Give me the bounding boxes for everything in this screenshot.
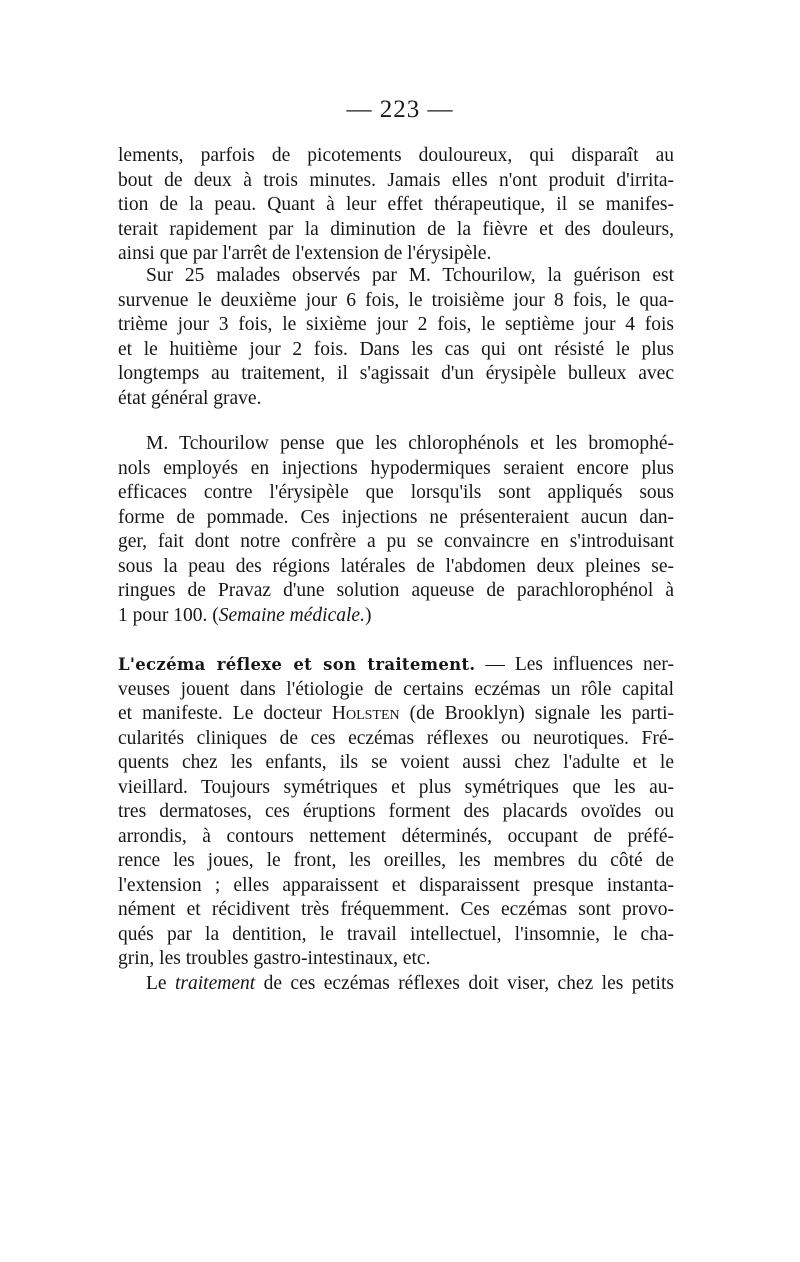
- text-line: bout de deux à trois minutes. Jamais elles n'ont produit d'irrita-: [118, 169, 674, 191]
- text-line: rence les joues, le front, les oreilles, les membres du côté de: [118, 850, 674, 871]
- text-line: tion de la peau. Quant à leur effet thérapeutique, il se manifes-: [118, 194, 674, 215]
- text-line: cularités cliniques de ces eczémas réflexes ou neurotiques. Fré-: [118, 727, 674, 749]
- text-line: [118, 972, 674, 997]
- text-line: veuses jouent dans l'étiologie de certains eczémas un rôle capital: [118, 678, 674, 700]
- text-line: nols employés en injections hypodermiques seraient encore plus: [118, 457, 674, 479]
- section-heading: L'eczéma réflexe et son traitement.: [118, 655, 476, 674]
- text-line: grin, les troubles gastro-intestinaux, etc.: [118, 948, 431, 969]
- text-line: terait rapidement par la diminution de la fièvre et des douleurs,: [118, 218, 674, 240]
- paragraph-injections: [118, 432, 674, 628]
- emphasis-word: traitement: [175, 972, 256, 994]
- text-line: nément et récidivent très fréquemment. Ces eczémas sont provo-: [118, 899, 674, 920]
- text-line: [118, 702, 674, 727]
- text-line: quents chez les enfants, ils se voient aussi chez l'adulte et le: [118, 752, 674, 773]
- text-line: Sur 25 malades observés par M. Tchourilow, la guérison est: [146, 265, 674, 286]
- text-line: tres dermatoses, ces éruptions forment des placards ovoïdes ou: [118, 801, 674, 822]
- source-citation: Semaine médicale.: [218, 604, 365, 626]
- text-fragment: de ces eczémas réflexes doit viser, chez les petits: [255, 972, 674, 994]
- text-line: survenue le deuxième jour 6 fois, le troisième jour 8 fois, le qua-: [118, 289, 674, 311]
- text-line: sous la peau des régions latérales de l'abdomen deux pleines se-: [118, 555, 674, 577]
- page-number: — 223 —: [346, 96, 454, 123]
- text-line: M. Tchourilow pense que les chlorophénols et les bromophé-: [146, 433, 674, 454]
- text-line: [118, 604, 674, 629]
- text-line: [118, 653, 674, 678]
- text-fragment: Le: [146, 972, 175, 994]
- paragraph-results: [118, 264, 674, 411]
- text-line: forme de pommade. Ces injections ne présenteraient aucun dan-: [118, 506, 674, 528]
- text-line: vieillard. Toujours symétriques et plus symétriques que les au-: [118, 776, 674, 798]
- text-fragment: (de Brooklyn) signale les parti-: [399, 703, 674, 724]
- text-line: ainsi que par l'arrêt de l'extension de l'érysipèle.: [118, 243, 492, 264]
- text-line: l'extension ; elles apparaissent et disparaissent presque instanta-: [118, 874, 674, 896]
- text-fragment: ): [364, 604, 372, 626]
- text-line: ger, fait dont notre confrère a pu se convaincre en s'introduisant: [118, 531, 674, 552]
- section-eczema: [118, 653, 674, 996]
- text-line: arrondis, à contours nettement déterminés, occupant de préfé-: [118, 825, 674, 847]
- text-line: lements, parfois de picotements douloureux, qui disparaît au: [118, 145, 674, 166]
- text-line: longtemps au traitement, il s'agissait d'un érysipèle bulleux avec: [118, 363, 674, 384]
- text-line: efficaces contre l'érysipèle que lorsqu'ils sont appliqués sous: [118, 482, 674, 503]
- paragraph-continuation: [118, 144, 674, 267]
- text-fragment: et manifeste. Le docteur: [118, 703, 322, 724]
- text-line: qués par la dentition, le travail intellectuel, l'insomnie, le cha-: [118, 923, 674, 945]
- doctor-name: Holsten: [331, 703, 400, 724]
- text-line: ringues de Pravaz d'une solution aqueuse de parachlorophénol à: [118, 580, 674, 601]
- text-fragment: — Les influences ner-: [475, 654, 674, 675]
- text-line: trième jour 3 fois, le sixième jour 2 fois, le septième jour 4 fois: [118, 314, 674, 335]
- text-fragment: 1 pour 100. (: [118, 604, 219, 626]
- text-line: et le huitième jour 2 fois. Dans les cas qui ont résisté le plus: [118, 338, 674, 360]
- text-line: état général grave.: [118, 387, 262, 409]
